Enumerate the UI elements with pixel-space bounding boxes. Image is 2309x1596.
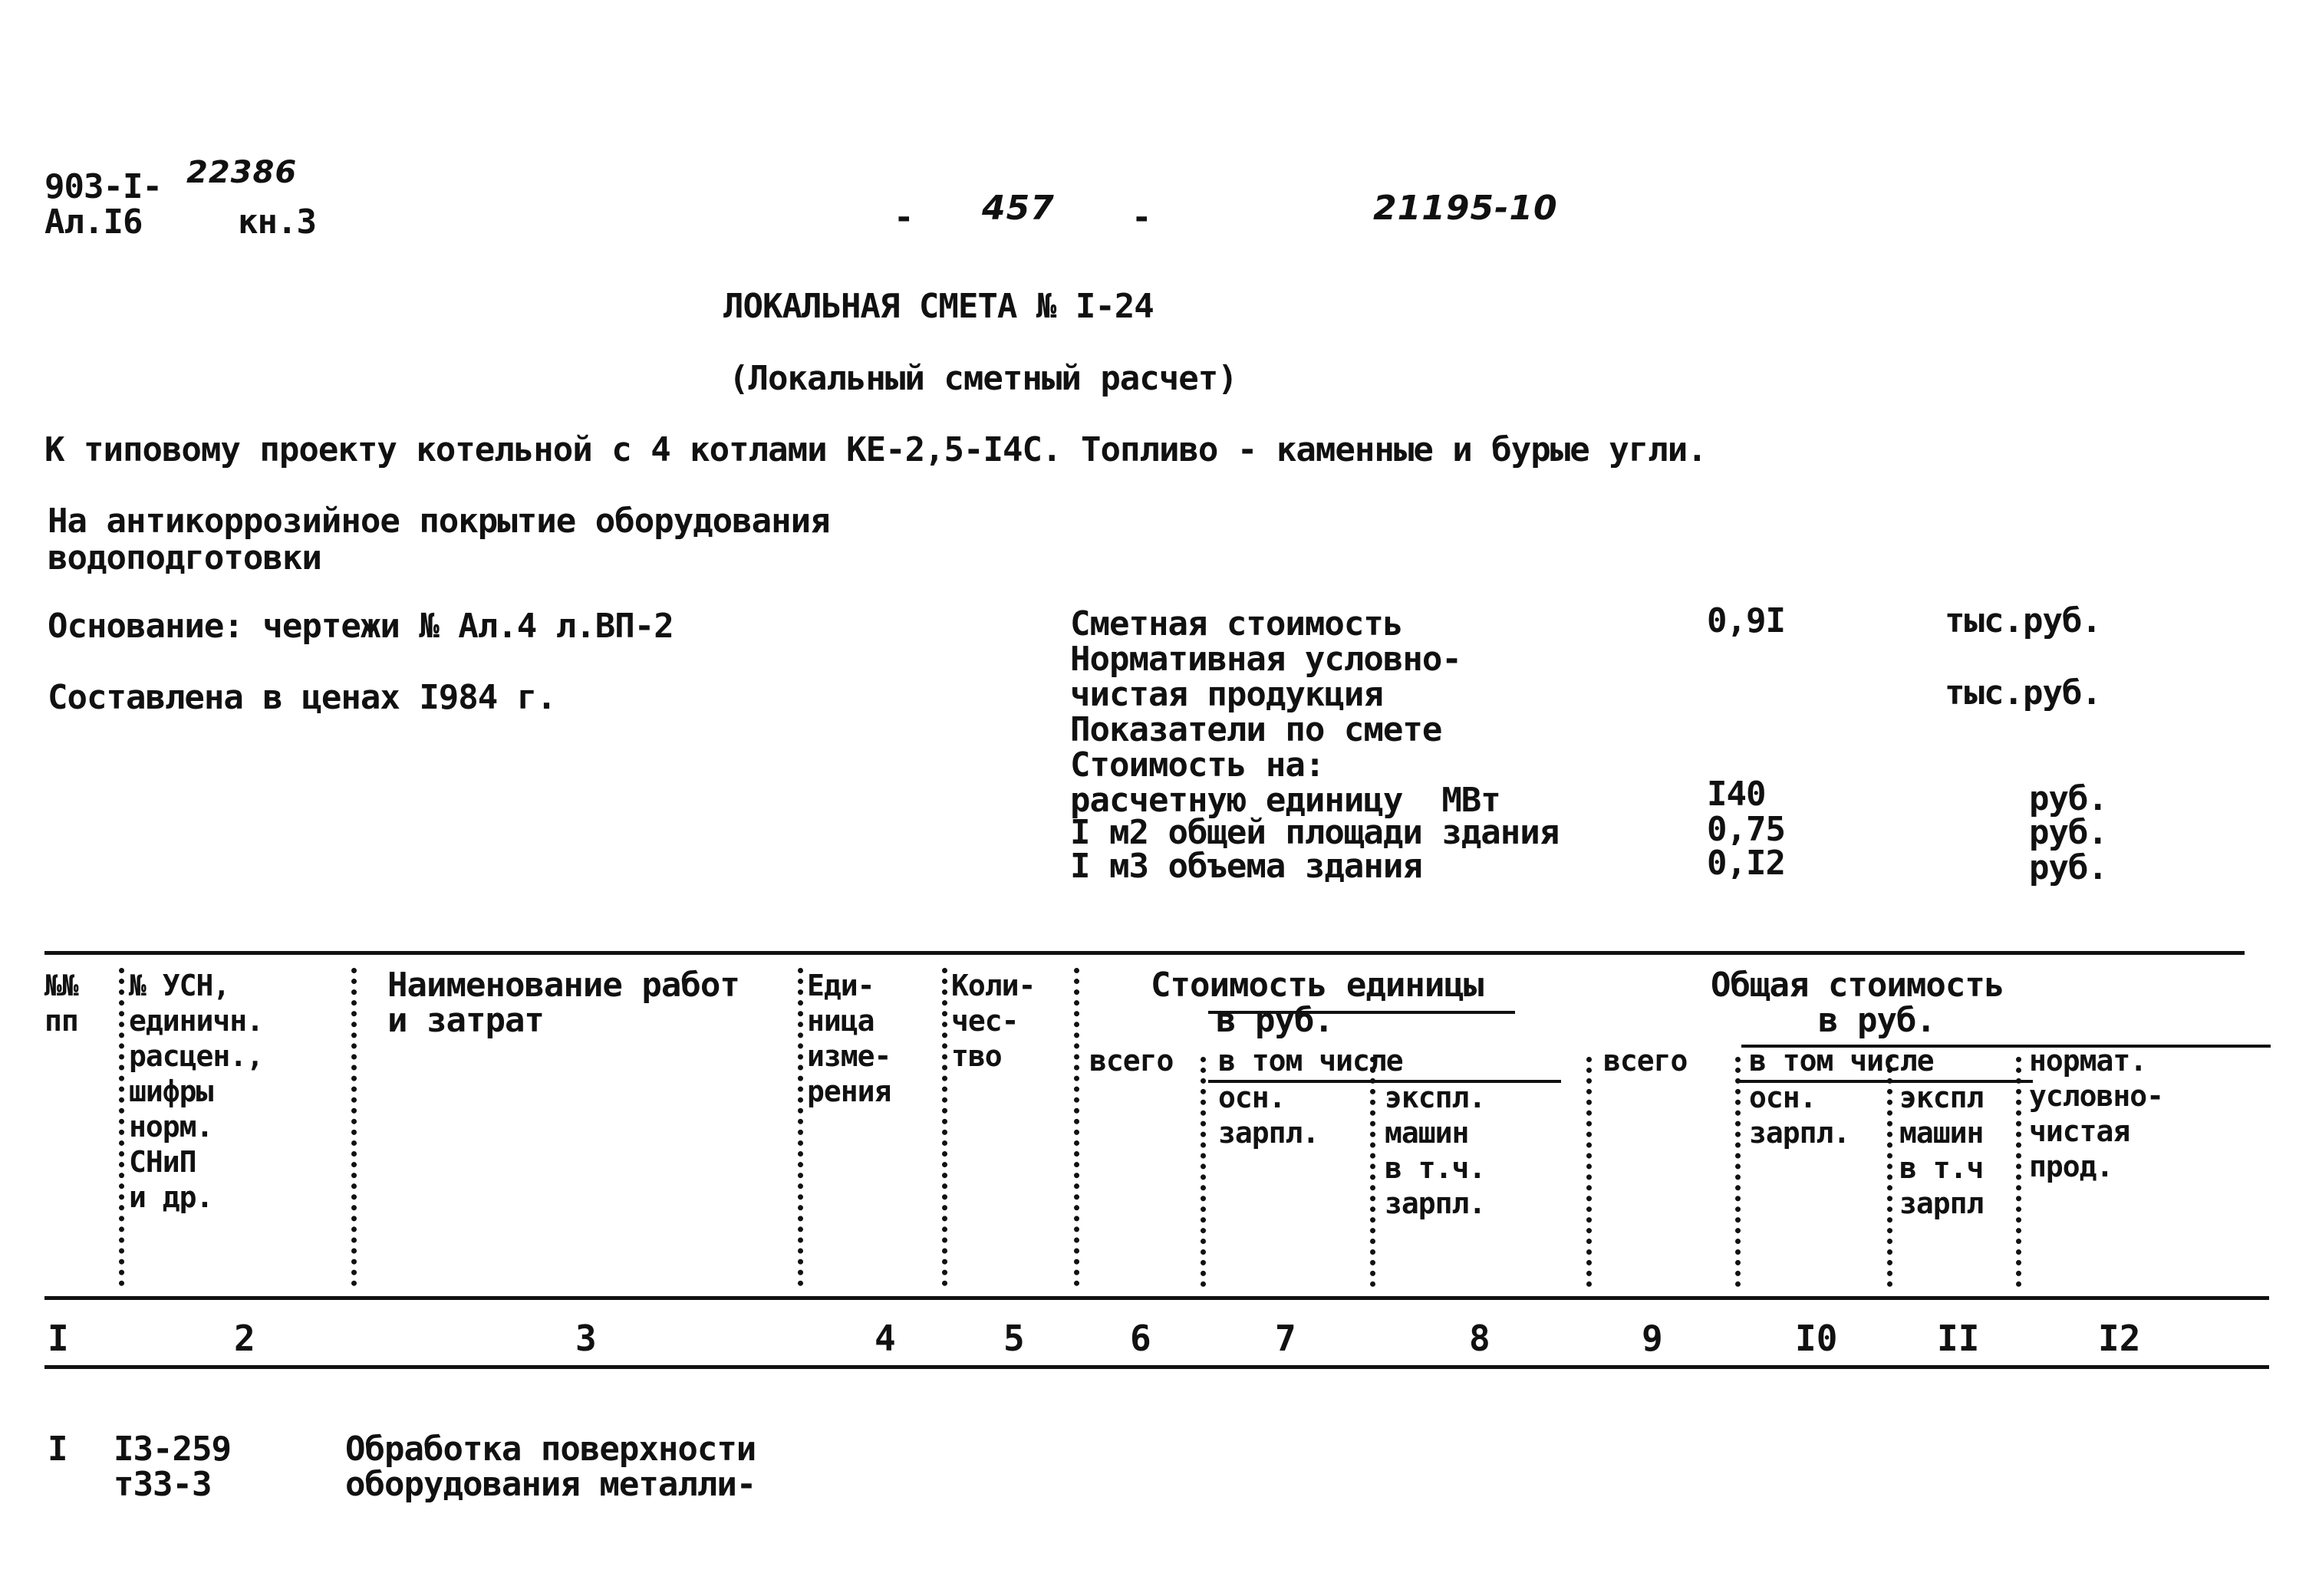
doc-code-handwritten: 22386: [186, 155, 298, 190]
summary-value: 0,75: [1707, 810, 1785, 849]
summary-label: расчетную единицу МВт: [1070, 781, 1500, 820]
column-number: I: [48, 1318, 69, 1359]
column-separator: [1370, 1057, 1375, 1287]
header-col-6: всего: [1089, 1044, 1174, 1078]
column-separator: [1074, 968, 1079, 1286]
header-col-1: №№ пп: [44, 969, 78, 1038]
header-col-2: № УСН, единичн. расцен., шифры норм. СНиП и др.: [129, 969, 264, 1214]
header-incl-b: в том числе: [1749, 1044, 1934, 1078]
row-name: Обработка поверхности: [345, 1430, 756, 1469]
header-incl-a: в том числе: [1218, 1044, 1403, 1078]
row-code: I3-259: [114, 1430, 231, 1469]
column-number: I2: [2098, 1318, 2141, 1359]
row-number: I: [48, 1430, 68, 1469]
summary-label: Нормативная условно-: [1070, 640, 1461, 679]
summary-unit: тыс.руб.: [1945, 601, 2101, 640]
sheet-number: Ал.I6: [44, 202, 143, 242]
reference-handwritten: 21195-10: [1373, 189, 1558, 228]
column-separator: [1735, 1057, 1741, 1287]
scope-line-1: На антикоррозийное покрытие оборудования: [48, 502, 830, 541]
project-line: К типовому проекту котельной с 4 котлами КЕ-2,5-I4С. Топливо - каменные и бурые угли.: [44, 430, 1707, 469]
summary-value: I40: [1707, 775, 1766, 814]
page-dash-left: -: [894, 198, 914, 237]
header-col-12: нормат. условно- чистая прод.: [2029, 1044, 2164, 1183]
column-separator: [798, 968, 803, 1286]
row-name-continued: оборудования металли-: [345, 1465, 756, 1504]
column-separator: [942, 968, 947, 1286]
header-col-10: осн. зарпл.: [1749, 1081, 1850, 1150]
header-col-7: осн. зарпл.: [1218, 1081, 1319, 1150]
header-col-3: Наименование работ и затрат: [387, 966, 739, 1040]
book-number: кн.3: [238, 202, 316, 242]
summary-unit: руб.: [2029, 848, 2107, 887]
page-number-handwritten: 457: [982, 189, 1055, 228]
header-bottom-rule: [44, 1296, 2269, 1300]
header-total-cost-rub: в руб.: [1818, 1001, 1935, 1040]
scope-line-2: водоподготовки: [48, 538, 321, 578]
summary-value: 0,9I: [1707, 601, 1785, 640]
header-col-8: экспл. машин в т.ч. зарпл.: [1385, 1081, 1486, 1220]
table-top-rule: [44, 951, 2245, 955]
column-number: II: [1937, 1318, 1980, 1359]
header-col-9: всего: [1603, 1044, 1688, 1078]
header-col-11: экспл машин в т.ч зарпл: [1899, 1081, 1984, 1220]
column-separator: [1586, 1057, 1592, 1287]
document-subtitle: (Локальный сметный расчет): [729, 359, 1237, 398]
document-title: ЛОКАЛЬНАЯ СМЕТА № I-24: [723, 287, 1154, 326]
column-separator: [1201, 1057, 1206, 1287]
summary-unit: руб.: [2029, 779, 2107, 818]
summary-unit: руб.: [2029, 813, 2107, 852]
summary-label: Стоимость на:: [1070, 745, 1325, 785]
column-number: 3: [575, 1318, 597, 1359]
column-separator: [119, 968, 124, 1286]
column-separator: [2016, 1057, 2021, 1287]
summary-label: I м2 общей площади здания: [1070, 813, 1560, 852]
header-unit-cost: Стоимость единицы: [1151, 966, 1484, 1005]
summary-label: Показатели по смете: [1070, 710, 1442, 749]
column-number: 4: [875, 1318, 896, 1359]
summary-label: I м3 объема здания: [1070, 847, 1422, 886]
summary-label: Сметная стоимость: [1070, 604, 1403, 643]
summary-unit: тыс.руб.: [1945, 673, 2101, 712]
prices-line: Составлена в ценах I984 г.: [48, 678, 556, 717]
column-number: 5: [1003, 1318, 1025, 1359]
summary-label: чистая продукция: [1070, 675, 1383, 714]
row-code-secondary: т33-3: [114, 1465, 212, 1504]
header-total-cost: Общая стоимость: [1711, 966, 2004, 1005]
column-number: 2: [234, 1318, 255, 1359]
summary-value: 0,I2: [1707, 844, 1785, 883]
doc-code-prefix: 903-I-: [44, 167, 162, 206]
header-col-5: Коли- чес- тво: [951, 969, 1036, 1073]
header-col-4: Еди- ница изме- рения: [807, 969, 891, 1108]
column-number: I0: [1795, 1318, 1838, 1359]
header-unit-cost-rub: в руб.: [1216, 1001, 1333, 1040]
column-separator: [1887, 1057, 1892, 1287]
page-dash-right: -: [1131, 198, 1151, 237]
column-separator: [351, 968, 357, 1286]
column-number: 6: [1130, 1318, 1151, 1359]
basis-line: Основание: чертежи № Ал.4 л.ВП-2: [48, 607, 674, 646]
column-number: 7: [1275, 1318, 1296, 1359]
column-number: 8: [1469, 1318, 1490, 1359]
column-number: 9: [1642, 1318, 1663, 1359]
numbers-bottom-rule: [44, 1365, 2269, 1369]
